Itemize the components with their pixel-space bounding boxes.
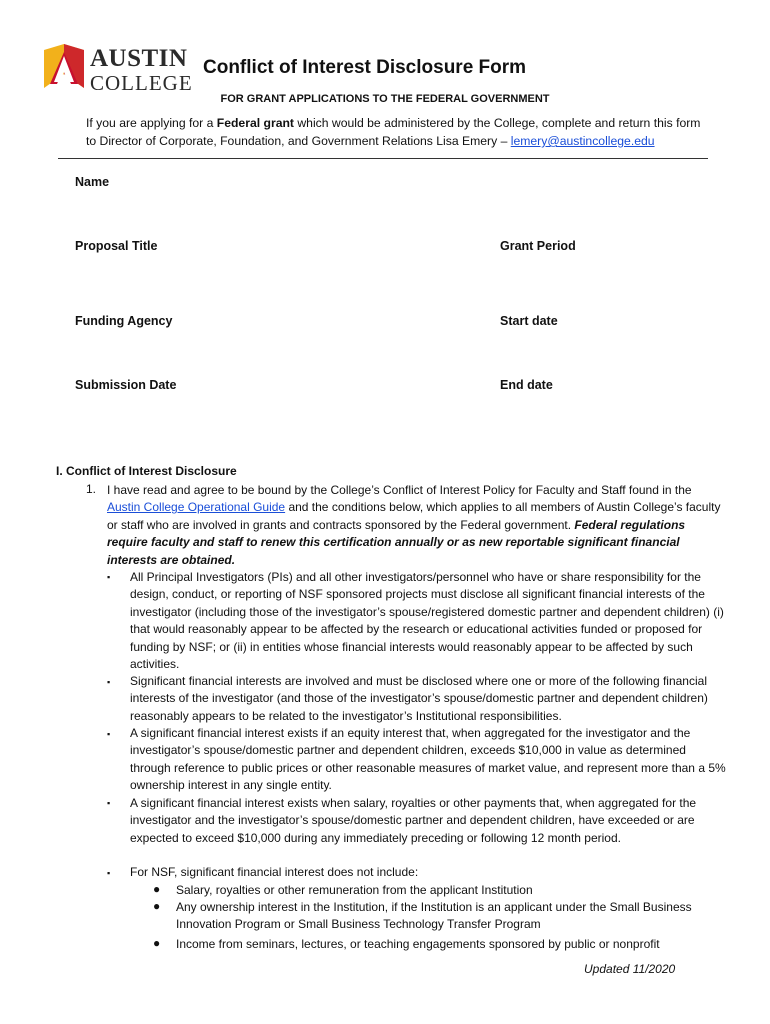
operational-guide-link[interactable]: Austin College Operational Guide: [107, 500, 286, 515]
contact-email-link[interactable]: lemery@austincollege.edu: [510, 134, 655, 148]
list-item: A significant financial interest exists when salary, royalties or other payments that, when aggregated for the investigator and the investigator’s spouse/domestic partner and dependent children, have exceeded or are expected to exceed $10,000 during any immediately preceding or following 12 month period.: [130, 796, 697, 845]
field-proposal-title-label: Proposal Title: [75, 239, 158, 253]
logo-line-college: COLLEGE: [90, 71, 193, 95]
field-name-label: Name: [75, 175, 110, 189]
policy-text-post: and the conditions below, which applies to all members of Austin College’s faculty or staff who are involved in grants and contracts sponsored by the Federal government.: [107, 500, 721, 532]
updated-date-footer: Updated 11/2020: [584, 962, 676, 976]
field-grant-period-label: Grant Period: [500, 239, 576, 253]
section-heading: I. Conflict of Interest Disclosure: [56, 464, 237, 478]
intro-text-pre: If you are applying for a: [86, 116, 217, 130]
list-item: For NSF, significant financial interest does not include:: [130, 865, 419, 879]
logo-line-austin: AUSTIN: [90, 45, 188, 72]
policy-text-pre: I have read and agree to be bound by the College’s Conflict of Interest Policy for Faculty and Staff found in the: [107, 483, 692, 497]
square-bullet-icon: ▪: [107, 868, 111, 878]
austin-college-logo: [42, 44, 193, 95]
round-bullet-icon: ●: [153, 899, 161, 913]
intro-text-bold: Federal grant: [216, 116, 294, 130]
intro-paragraph: [86, 114, 706, 150]
field-funding-agency-label: Funding Agency: [75, 314, 173, 328]
sub-list-item: Income from seminars, lectures, or teaching engagements sponsored by public or nonprofit: [176, 937, 660, 951]
field-submission-date-label: Submission Date: [75, 378, 177, 392]
form-title: Conflict of Interest Disclosure Form: [203, 57, 527, 78]
list-item: Significant financial interests are involved and must be disclosed where one or more of the following financial interests of the investigator (and those of the investigator’s spouse/domestic partner and dependent children) reasonably appears to be related to the investigator’s Institutional responsibilities.: [130, 674, 708, 723]
list-item: A significant financial interest exists if an equity interest that, when aggregated for the investigator and the investigator’s spouse/domestic partner and dependent children, exceeds $10,000 in value as determined through reference to public prices or other reasonable measures of market value, and represent more than a 5% ownership interest in any single entity.: [130, 726, 726, 793]
field-start-date-label: Start date: [500, 314, 558, 328]
field-end-date-label: End date: [500, 378, 553, 392]
policy-emphasis: Federal regulations require faculty and staff to renew this certification annually or as new reportable significant financial interests are obtained.: [107, 517, 686, 567]
policy-paragraph: [107, 482, 727, 569]
sub-list-item: Any ownership interest in the Institution, if the Institution is an applicant under the Small Business Innovation Program or Small Business Technology Transfer Program: [176, 900, 692, 932]
intro-text-post: which would be administered by the College, complete and return this form to Director of Corporate, Foundation, and Government Relations Lisa Emery –: [86, 116, 701, 148]
austin-college-shield-icon: [42, 44, 86, 92]
sub-list-item: Salary, royalties or other remuneration from the applicant Institution: [176, 883, 533, 897]
square-bullet-icon: ▪: [107, 572, 111, 582]
square-bullet-icon: ▪: [107, 798, 111, 808]
list-item-number: 1.: [86, 482, 97, 496]
form-subtitle: FOR GRANT APPLICATIONS TO THE FEDERAL GOVERNMENT: [220, 93, 550, 105]
round-bullet-icon: ●: [153, 882, 161, 896]
list-item: All Principal Investigators (PIs) and all other investigators/personnel who have or share responsibility for the design, conduct, or reporting of NSF sponsored projects must disclose all significant financial interests of the investigator (including those of the investigator’s spouse/registered domestic partner and dependent children) (i) that would reasonably appear to be affected by the research or educational activities funded or proposed for funding by NSF; or (ii) in entities whose financial interests would reasonably appear to be affected by such activities.: [130, 570, 724, 672]
square-bullet-icon: ▪: [107, 729, 111, 739]
square-bullet-icon: ▪: [107, 677, 111, 687]
round-bullet-icon: ●: [153, 936, 161, 950]
header-divider: [58, 158, 708, 159]
